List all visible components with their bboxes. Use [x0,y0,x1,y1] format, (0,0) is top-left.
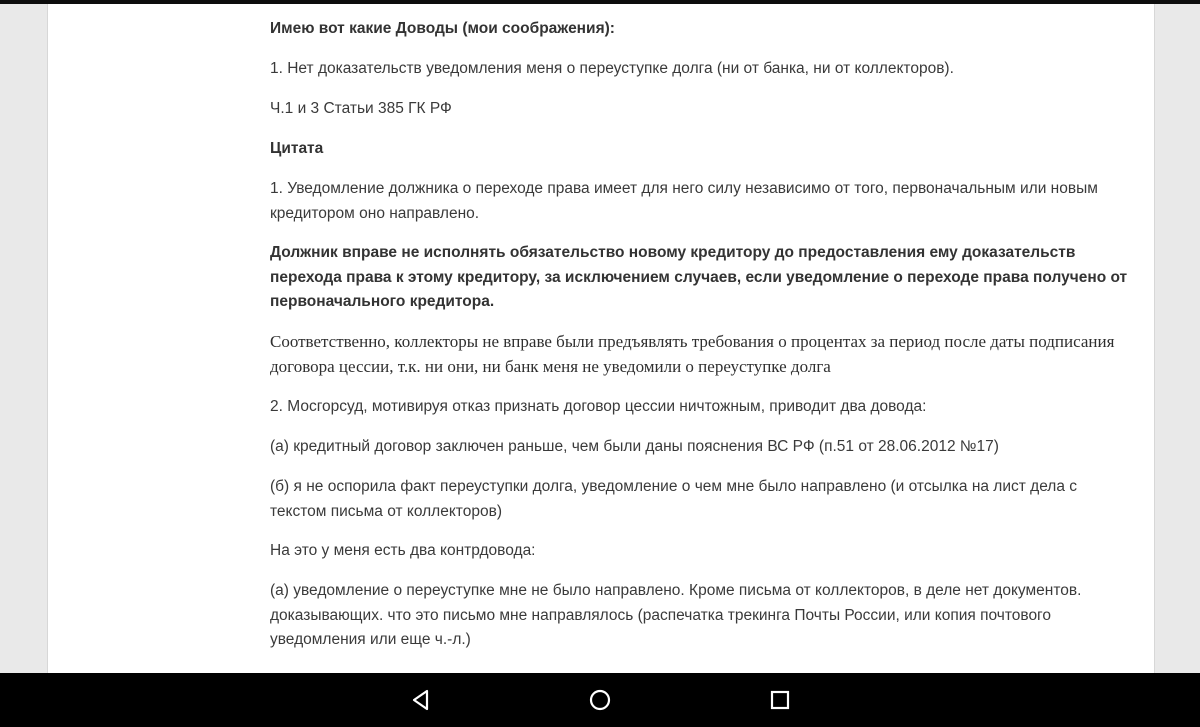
counter-argument-a: (а) уведомление о переуступке мне не было направлено. Кроме письма от коллекторов, в деле нет документов. доказывающих. что это письмо мне направлялось (распечатка трекинга Почты России, или копия почтового уведомления или еще ч.-л.) [270,582,1082,648]
paragraph-no-notification: 1. Нет доказательств уведомления меня о переуступке долга (ни от банка, ни от коллекторов). [270,60,954,77]
argument-b: (б) я не оспорила факт переуступки долга, уведомление о чем мне было направлено (и отсылка на лист дела с текстом письма от коллекторов) [270,478,1078,520]
page-panel [47,4,1155,673]
argument-a: (а) кредитный договор заключен раньше, чем были даны пояснения ВС РФ (п.51 от 28.06.2012 №17) [270,438,999,455]
quote-label: Цитата [270,140,324,157]
quote-paragraph-2: Должник вправе не исполнять обязательство новому кредитору до предоставления ему доказательств перехода права к этому кредитору, за исключением случаев, если уведомление о переходе права получено от первоначального кредитора. [270,244,1128,310]
navigation-bar [0,673,1200,727]
counter-arguments-heading: На это у меня есть два контрдовода: [270,542,536,559]
conclusion-paragraph: Соответственно, коллекторы не вправе были предъявлять требования о процентах за период после даты подписания договора цессии, т.к. ни они, ни банк меня не уведомили о переуступке долга [270,332,1115,376]
recents-square-icon [769,689,791,711]
back-triangle-icon [410,689,432,711]
back-button[interactable] [401,683,441,717]
quote-paragraph-1: 1. Уведомление должника о переходе права имеет для него силу независимо от того, первоначальным или новым кредитором оно направлено. [270,180,1098,222]
recents-button[interactable] [760,683,800,717]
home-button[interactable] [580,683,620,717]
arguments-heading: Имею вот какие Доводы (мои соображения): [270,20,615,37]
home-circle-icon [588,688,612,712]
law-reference: Ч.1 и 3 Статьи 385 ГК РФ [270,100,452,117]
paragraph-mosgorsud: 2. Мосгорсуд, мотивируя отказ признать договор цессии ничтожным, приводит два довода: [270,398,927,415]
